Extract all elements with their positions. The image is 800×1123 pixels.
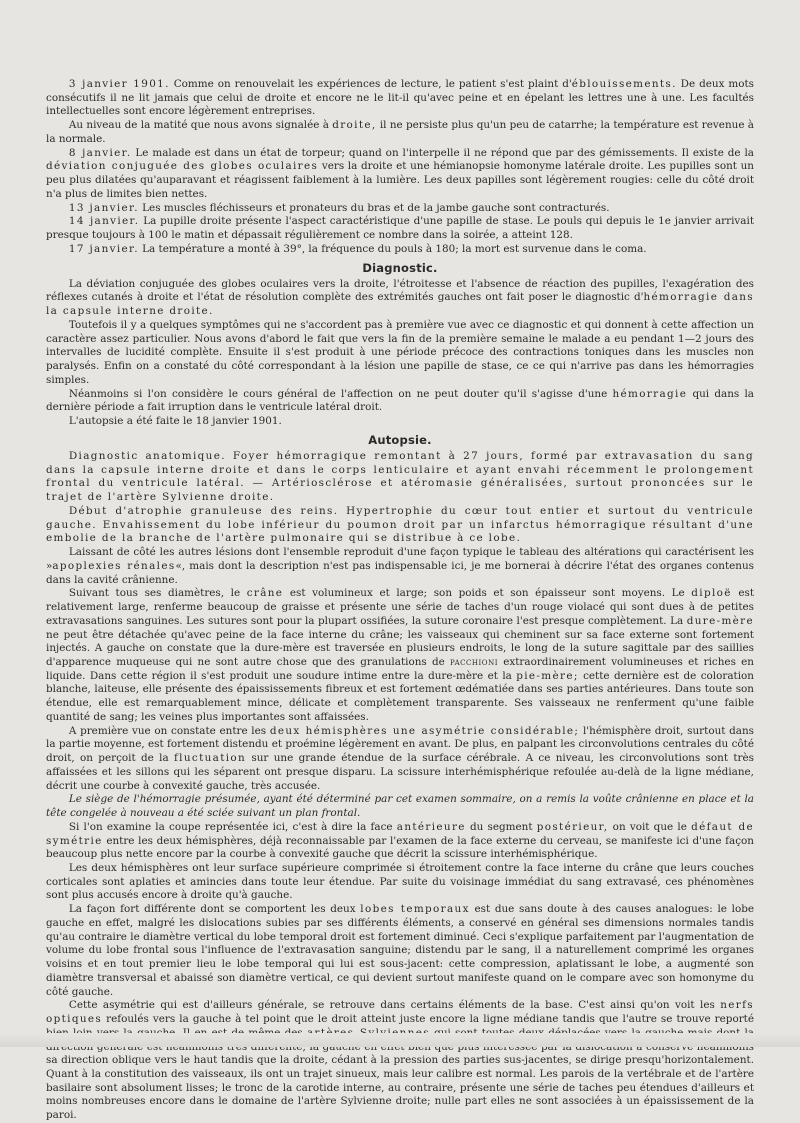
paragraph-diagnostic-4: L'autopsie a été faite le 18 janvier 1901. — [68, 415, 282, 428]
paragraph-jan-13: 13 janvier. Les muscles fléchisseurs et pronateurs du bras et de la jambe gauche sont contracturés. — [68, 201, 610, 214]
date: 17 janvier. — [68, 242, 139, 255]
paragraph-diagnostic-1: La déviation conjuguée des globes oculaires vers la droite, l'étroitesse et l'absence de réaction des pupilles, l'exagération des réflexes cutanés à droite et l'état de résolution complète des extrémités gauches ont fait poser le diagnostic d'hémorragie dans la capsule interne droite. — [46, 277, 754, 318]
page-edge — [0, 1033, 800, 1047]
paragraph-lobes: La façon fort différente dont se comportent les deux lobes temporaux est due sans doute à des causes analogues: le lobe gauche en effet, malgré les dislocations subies par ses différents éléments, a conservé en général ses dimensions normales tandis qu'au contraire le diamètre vertical du lobe temporal droit est fortement diminué. Ceci s'explique parfaitement par l'augmentation de volume du lobe frontal sous l'influence de l'extravasation sanguine; distendu par le sang, il a naturellement comprimé les organes voisins et en tout premier lieu le lobe temporal qui lui est sous-jacent: cette compression, aplatissant le lobe, a augmenté son diamètre transversal et abaissé son diamètre vertical, ce qui devient surtout manifeste quand on le compare avec son homonyme du côté gauche. — [46, 903, 755, 998]
paragraph-crane: Suivant tous ses diamètres, le crâne est volumineux et large; son poids et son épaisseur sont moyens. Le diploë est relativement large, renferme beaucoup de graisse et présente une série de taches d'un rouge violacé qui sont dues à de petites extravasations sanguines. Les sutures sont pour la plupart ossifiées, la suture coronaire l'est presque complètement. La dure-mère ne peut être détachée qu'avec peine de la face interne du crâne; les vaisseaux qui cheminent sur sa face externe sont fortement injectés. A gauche on constate que la dure-mère est traversée en plusieurs endroits, le long de la suture sagittale par des saillies d'apparence muqueuse qui ne sont autre chose que des granulations de pacchioni extraordinairement volumineuses et riches en liquide. Dans cette région il s'est produit une soudure intime entre la dure-mère et la pie-mère; cette dernière est de coloration blanche, laiteuse, elle présente des épaississements fibreux et est fortement œdématiée dans ses parties antérieures. Dans toute son étendue, elle est remarquablement mince, délicate et complètement transparente. Ses vaisseaux ne renferment qu'une faible quantité de sang; les veines plus importantes sont affaissées. — [46, 587, 754, 723]
date: 8 janvier. — [68, 146, 132, 159]
paragraph-italic: Le siège de l'hémorragie présumée, ayant été déterminé par cet examen sommaire, on a remis la voûte crânienne en place et la tête congelée à nouveau a été sciée suivant un plan frontal. — [46, 793, 754, 820]
paragraph-atrophie: Début d'atrophie granuleuse des reins. Hypertrophie du cœur tout entier et surtout du ventricule gauche. Envahissement du lobe inférieur du poumon droit par un infarctus hémorragique résultant d'une embolie de la branche de l'artère pulmonaire qui se distribue à ce lobe. — [46, 504, 754, 545]
paragraph-diagnostic-anatomique: Diagnostic anatomique. Foyer hémorragique remontant à 27 jours, formé par extravasation du sang dans la capsule interne droite et dans le corps lenticulaire et ayant envahi récemment le prolongement frontal du ventricule latéral. — Artériosclérose et atéromasie généralisées, surtout prononcées sur le trajet de l'artère Sylvienne droite. — [46, 449, 754, 504]
heading-autopsie: Autopsie. — [368, 432, 432, 447]
paragraph-jan-17: 17 janvier. La température a monté à 39°, la fréquence du pouls à 180; la mort est survenue dans le coma. — [68, 242, 647, 255]
paragraph-hemispheres: A première vue on constate entre les deux hémisphères une asymétrie considérable; l'hémisphère droit, surtout dans la partie moyenne, est fortement distendu et proémine légèrement en avant. De plus, en palpant les circonvolutions centrales du côté droit, on perçoit de la fluctuation sur une grande étendue de la surface cérébrale. A ce niveau, les circonvolutions sont très affaissées et les sillons qui les séparent ont presque disparu. La scissure interhémisphérique refoulée au-delà de la ligne médiane, décrit une courbe à convexité gauche, très accusée. — [46, 724, 754, 792]
heading-diagnostic: Diagnostic. — [362, 260, 438, 275]
paragraph-diagnostic-2: Toutefois il y a quelques symptômes qui ne s'accordent pas à première vue avec ce diagnostic et qui donnent à cette affection un caractère assez particulier. Nous avons d'abord le fait que vers la fin de la première semaine le malade a eu pendant 1—2 jours des intervalles de lucidité complète. Ensuite il s'est produit à une période précoce des contractions toniques dans les muscles non paralysés. Enfin on a constaté du côté correspondant à la lésion une papille de stase, ce ce qui n'arrive pas dans les hémorragies simples. — [46, 318, 754, 386]
paragraph-diagnostic-3: Néanmoins si l'on considère le cours général de l'affection on ne peut douter qu'il s'agisse d'une hémorragie qui dans la dernière période a fait irruption dans le ventricule latéral droit. — [46, 387, 754, 414]
paragraph-jan-14: 14 janvier. La pupille droite présente l'aspect caractéristique d'une papille de stase. Le pouls qui depuis le 1e janvier arrivait presque toujours à 100 le matin et dépassait régulièrement ce nombre dans la soirée, a atteint 128. — [46, 215, 754, 242]
date: 14 janvier. — [68, 215, 140, 228]
paragraph-jan-3: 3 janvier 1901. Comme on renouvelait les expériences de lecture, le patient s'est plaint d'éblouissements. De deux mots consécutifs il ne lit jamais que celui de droite et encore ne le lit-il qu'avec peine et en épelant les lettres une à une. Les facultés intellectuelles sont encore légèrement entreprises. — [46, 78, 754, 118]
paragraph-deux-hemispheres: Les deux hémisphères ont leur surface supérieure comprimée si étroitement contre la face interne du crâne que leurs couches corticales sont aplaties et amincies dans toute leur étendue. Par suite du voisinage immédiat du sang extravasé, ces phénomènes sont plus accusés encore à droite qu'à gauche. — [46, 862, 754, 902]
date: 3 janvier 1901. — [68, 78, 170, 90]
paragraph-nerfs: Cette asymétrie qui est d'ailleurs générale, se retrouve dans certains éléments de la base. C'est ainsi qu'on voit les nerfs optiques refoulés vers la gauche à tel point que le droit atteint juste encore la ligne médiane tandis que l'autre se trouve reporté sa direction oblique vers le haut tandis que la droite, cédant à la pression des parties sus-jacentes, se dirige presqu'horizontalement. Quant à la constitution des vaisseaux, ils ont un trajet sinueux, mais leur calibre est normal. Les parois de la vertébrale et de l'artère basilaire sont absolument lisses; le tronc de la carotide interne, au contraire, présente une série de taches peu étendues d'ailleurs et moins nombreuses encore dans le domaine de l'artère Sylvienne droite; nulle part elles ne sont associées à un épaississement de la paroi. — [46, 999, 754, 1122]
paragraph-lesions: Laissant de côté les autres lésions dont l'ensemble reproduit d'une façon typique le tableau des altérations qui caractérisent les »apoplexies rénales«, mais dont la description n'est pas indispensable ici, je me bornerai à décrire l'état des organes contenus dans la cavité crânienne. — [46, 546, 754, 586]
paragraph-jan-8: 8 janvier. Le malade est dans un état de torpeur; quand on l'interpelle il ne répond que par des gémissements. Il existe de la déviation conjuguée des globes oculaires vers la droite et une hémianopsie homonyme latérale droite. Les pupilles sont un peu plus dilatées qu'auparavant et réagissent faiblement à la lumière. Les deux papilles sont légèrement rougies: celle du côté droit n'a plus de limites bien nettes. — [46, 146, 755, 200]
date: 13 janvier. — [68, 201, 139, 214]
paragraph-coupe: Si l'on examine la coupe représentée ici, c'est à dire la face antérieure du segment postérieur, on voit que le défaut de symétrie entre les deux hémisphères, déjà reconnaissable par l'examen de la face externe du cerveau, se manifeste ici d'une façon beaucoup plus nette encore par la courbe à convexité gauche que décrit la scissure interhémisphérique. — [46, 820, 754, 861]
paragraph-matite: Au niveau de la matité que nous avons signalée à droite, il ne persiste plus qu'un peu de catarrhe; la température est revenue à la normale. — [46, 119, 754, 145]
